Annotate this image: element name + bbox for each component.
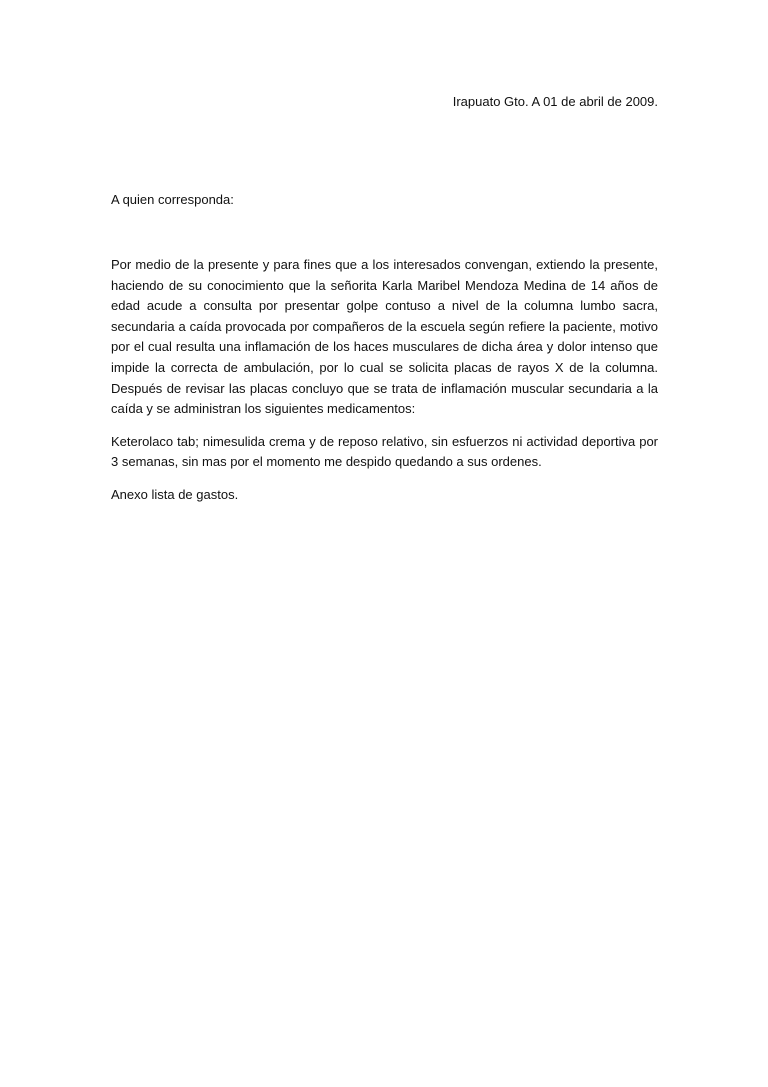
paragraph-annex: Anexo lista de gastos. (111, 486, 239, 502)
date-line: Irapuato Gto. A 01 de abril de 2009. (452, 94, 658, 109)
salutation: A quien corresponda: (111, 192, 234, 207)
paragraph-treatment: Keterolaco tab; nimesulida crema y de reposo relativo, sin esfuerzos ni actividad deportiva por 3 semanas, sin mas por el momento me despido quedando a sus ordenes. (111, 433, 658, 470)
letter-body (111, 255, 658, 518)
paragraph-report: Por medio de la presente y para fines que a los interesados convengan, extiendo la presente, haciendo de su conocimiento que la señorita Karla Maribel Mendoza Medina de 14 años de edad acude a consulta por presentar golpe contuso a nivel de la columna lumbo sacra, secundaria a caída provocada por compañeros de la escuela según refiere la paciente, motivo por el cual resulta una inflamación de los haces musculares de dicha área y dolor intenso que impide la correcta de ambulación, por lo cual se solicita placas de rayos X de la columna. Después de revisar las placas concluyo que se trata de inflamación muscular secundaria a la caída y se administran los siguientes medicamentos: (111, 257, 658, 417)
